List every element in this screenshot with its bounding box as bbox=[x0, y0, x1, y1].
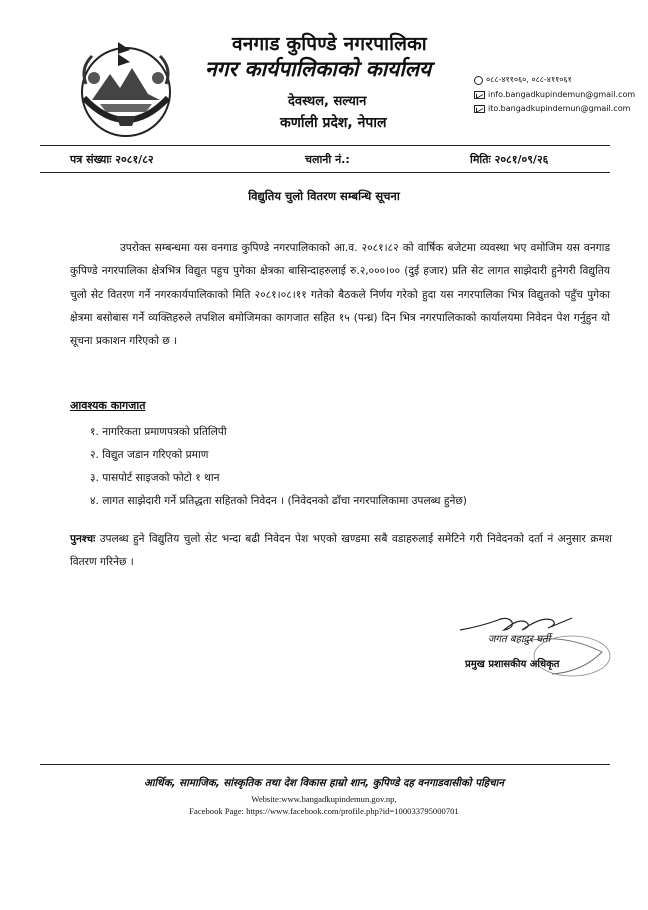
footer-slogan: आर्थिक, सामाजिक, सांस्कृतिक तथा देश विकास हाम्रो शान, कुपिण्डे दह वनगाडवासीको पहिचान bbox=[143, 777, 505, 789]
email-info[interactable]: info.bangadkupindemun@gmail.com bbox=[488, 89, 636, 99]
email-ito[interactable]: ito.bangadkupindemun@gmail.com bbox=[488, 104, 631, 113]
postscript-note bbox=[70, 528, 612, 574]
municipality-name: वनगाड कुपिण्डे नगरपालिका bbox=[232, 33, 427, 55]
notice-subject: विद्युतिय चुलो वितरण सम्बन्धि सूचना bbox=[248, 189, 400, 203]
header-rule-bottom bbox=[40, 172, 610, 173]
footer-facebook[interactable]: Facebook Page: https://www.facebook.com/profile.php?id=100033795000701 bbox=[189, 806, 459, 816]
email-row-1 bbox=[474, 88, 635, 103]
office-address: देवस्थल, सल्यान bbox=[288, 94, 367, 109]
mail-icon bbox=[474, 91, 485, 99]
phone-number: ०८८-४११०६०, ०८८-४११०६१ bbox=[486, 75, 572, 84]
mail-icon bbox=[474, 105, 485, 113]
phone-icon bbox=[474, 76, 483, 85]
reference-number: पत्र संख्याः २०८१/८२ bbox=[70, 153, 154, 166]
province-name: कर्णाली प्रदेश, नेपाल bbox=[280, 115, 387, 131]
list-item: १. नागरिकता प्रमाणपत्रको प्रतिलिपी bbox=[90, 426, 227, 438]
list-item: ३. पासपोर्ट साइजको फोटो १ थान bbox=[90, 472, 220, 484]
footer-website[interactable]: Website:www.bangadkupindemun.gov.np, bbox=[251, 794, 397, 804]
contact-block bbox=[474, 73, 635, 117]
notice-body-text: उपरोक्त सम्बन्धमा यस वनगाड कुपिण्डे नगरपालिकाको आ.व. २०८१।८२ को वार्षिक बजेटमा व्यवस्था भए वमोजिम यस वनगाड कुपिण्डे नगरपालिका क्षेत्रभित्र विद्युत पहुच पुगेका क्षेत्रका बासिन्दाहरुलाई रु.२,०००।०० (दुई हजार) प्रति सेट लागत साझेदारी हुनेगरी विद्युतिय चुलो सेट वितरण गर्ने नगरकार्यपालिकाको मिति २०८१।०८।११ गतेको बैठकले निर्णय गरेको हुदा यस नगरपालिका भित्र विद्युतको पहुँच पुगेका क्षेत्रमा बसोबास गर्ने व्यक्तिहरुले तपशिल बमोजिमका कागजात सहित १५ (पन्ध्र) दिन भित्र नगरपालिकाको कार्यालयमा निवेदन पेश गर्नुहुन यो सूचना प्रकाशन गरिएको छ । bbox=[70, 242, 610, 348]
list-item: ४. लागत साझेदारी गर्ने प्रतिद्धता सहितको निवेदन । (निवेदनको ढाँचा नगरपालिकामा उपलब्ध हुनेछ) bbox=[90, 495, 467, 507]
requirements-title: आवश्यक कागजात bbox=[70, 399, 146, 412]
email-row-2 bbox=[474, 102, 635, 117]
list-item: २. विद्युत जडान गरिएको प्रमाण bbox=[90, 449, 209, 461]
postscript-label: पुनश्चः bbox=[70, 533, 96, 545]
office-name: नगर कार्यपालिकाको कार्यालय bbox=[205, 57, 432, 81]
postscript-text: उपलब्ध हुने विद्युतिय चुलो सेट भन्दा बढी निवेदन पेश भएको खण्डमा सबै वडाहरुलाई समेटिने गरी निवेदनको दर्ता नं अनुसार क्रमश वितरण गरिनेछ । bbox=[70, 533, 612, 568]
letter-date: मितिः २०८१/०९/२६ bbox=[470, 153, 549, 166]
signature-icon bbox=[452, 612, 622, 694]
header-rule-top bbox=[40, 145, 610, 146]
notice-body bbox=[70, 237, 610, 353]
dispatch-number: चलानी नं.: bbox=[305, 153, 350, 166]
requirements-list bbox=[90, 421, 467, 513]
phone-row bbox=[474, 73, 635, 88]
nepal-emblem-icon bbox=[70, 38, 182, 143]
footer-rule bbox=[40, 764, 610, 765]
signatory-name: जगत बहादुर घर्ती bbox=[488, 634, 551, 645]
signatory-title: प्रमुख प्रशासकीय अधिकृत bbox=[465, 659, 560, 670]
